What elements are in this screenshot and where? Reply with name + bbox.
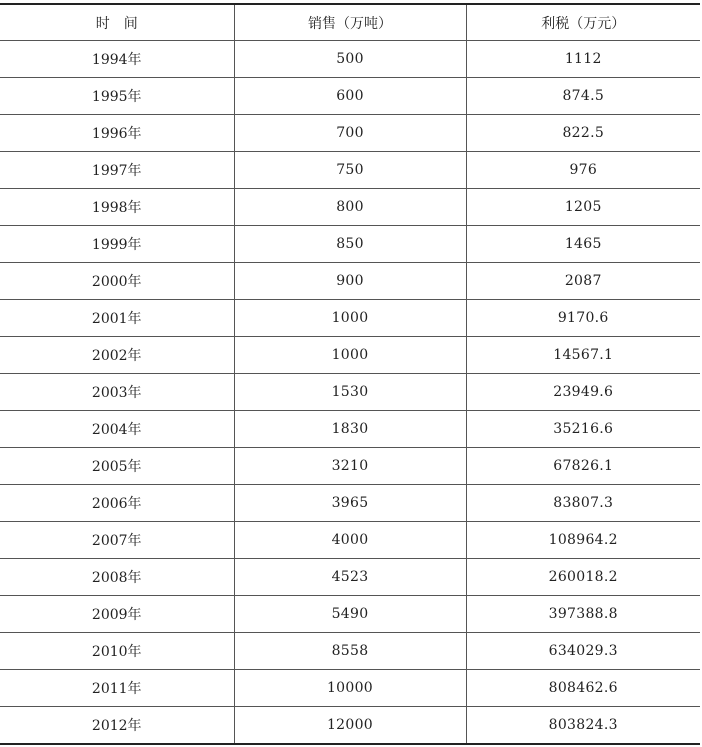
year-cell: 2001年 (0, 300, 234, 337)
year-cell: 1995年 (0, 78, 234, 115)
table-row (0, 115, 700, 152)
sales-cell: 3210 (234, 448, 466, 485)
header-sales: 销售（万吨） (234, 4, 466, 41)
year-cell: 1994年 (0, 41, 234, 78)
tax-cell: 23949.6 (466, 374, 700, 411)
table-row (0, 670, 700, 707)
sales-cell: 12000 (234, 707, 466, 745)
sales-cell: 4000 (234, 522, 466, 559)
year-cell: 2004年 (0, 411, 234, 448)
sales-cell: 700 (234, 115, 466, 152)
year-cell: 1998年 (0, 189, 234, 226)
table-row (0, 596, 700, 633)
table-row (0, 633, 700, 670)
tax-cell: 9170.6 (466, 300, 700, 337)
tax-cell: 976 (466, 152, 700, 189)
tax-cell: 822.5 (466, 115, 700, 152)
year-cell: 2000年 (0, 263, 234, 300)
year-cell: 2012年 (0, 707, 234, 745)
sales-cell: 1000 (234, 337, 466, 374)
tax-cell: 35216.6 (466, 411, 700, 448)
year-cell: 1997年 (0, 152, 234, 189)
tax-cell: 803824.3 (466, 707, 700, 745)
table-row (0, 337, 700, 374)
year-cell: 2002年 (0, 337, 234, 374)
tax-cell: 1205 (466, 189, 700, 226)
tax-cell: 2087 (466, 263, 700, 300)
table-row (0, 485, 700, 522)
table-row (0, 41, 700, 78)
year-cell: 2010年 (0, 633, 234, 670)
sales-cell: 1000 (234, 300, 466, 337)
table-row (0, 78, 700, 115)
sales-cell: 4523 (234, 559, 466, 596)
tax-cell: 83807.3 (466, 485, 700, 522)
table-row (0, 411, 700, 448)
sales-cell: 600 (234, 78, 466, 115)
year-cell: 2007年 (0, 522, 234, 559)
sales-cell: 8558 (234, 633, 466, 670)
year-cell: 1999年 (0, 226, 234, 263)
sales-cell: 900 (234, 263, 466, 300)
table-row (0, 263, 700, 300)
sales-tax-table (0, 3, 700, 745)
sales-cell: 1830 (234, 411, 466, 448)
table-row (0, 226, 700, 263)
tax-cell: 397388.8 (466, 596, 700, 633)
tax-cell: 874.5 (466, 78, 700, 115)
year-cell: 2009年 (0, 596, 234, 633)
year-cell: 2008年 (0, 559, 234, 596)
table-body (0, 41, 700, 745)
tax-cell: 108964.2 (466, 522, 700, 559)
year-cell: 2005年 (0, 448, 234, 485)
table-row (0, 707, 700, 745)
sales-cell: 750 (234, 152, 466, 189)
sales-cell: 500 (234, 41, 466, 78)
table-row (0, 522, 700, 559)
sales-cell: 1530 (234, 374, 466, 411)
year-cell: 2006年 (0, 485, 234, 522)
sales-cell: 5490 (234, 596, 466, 633)
header-row (0, 4, 700, 41)
table-row (0, 448, 700, 485)
table-row (0, 300, 700, 337)
sales-cell: 850 (234, 226, 466, 263)
tax-cell: 808462.6 (466, 670, 700, 707)
tax-cell: 14567.1 (466, 337, 700, 374)
sales-cell: 10000 (234, 670, 466, 707)
header-tax: 利税（万元） (466, 4, 700, 41)
table-row (0, 152, 700, 189)
tax-cell: 1112 (466, 41, 700, 78)
sales-cell: 3965 (234, 485, 466, 522)
table-row (0, 374, 700, 411)
tax-cell: 1465 (466, 226, 700, 263)
table-row (0, 559, 700, 596)
year-cell: 1996年 (0, 115, 234, 152)
tax-cell: 260018.2 (466, 559, 700, 596)
table-row (0, 189, 700, 226)
year-cell: 2011年 (0, 670, 234, 707)
tax-cell: 67826.1 (466, 448, 700, 485)
header-time: 时 间 (0, 4, 234, 41)
year-cell: 2003年 (0, 374, 234, 411)
sales-cell: 800 (234, 189, 466, 226)
tax-cell: 634029.3 (466, 633, 700, 670)
